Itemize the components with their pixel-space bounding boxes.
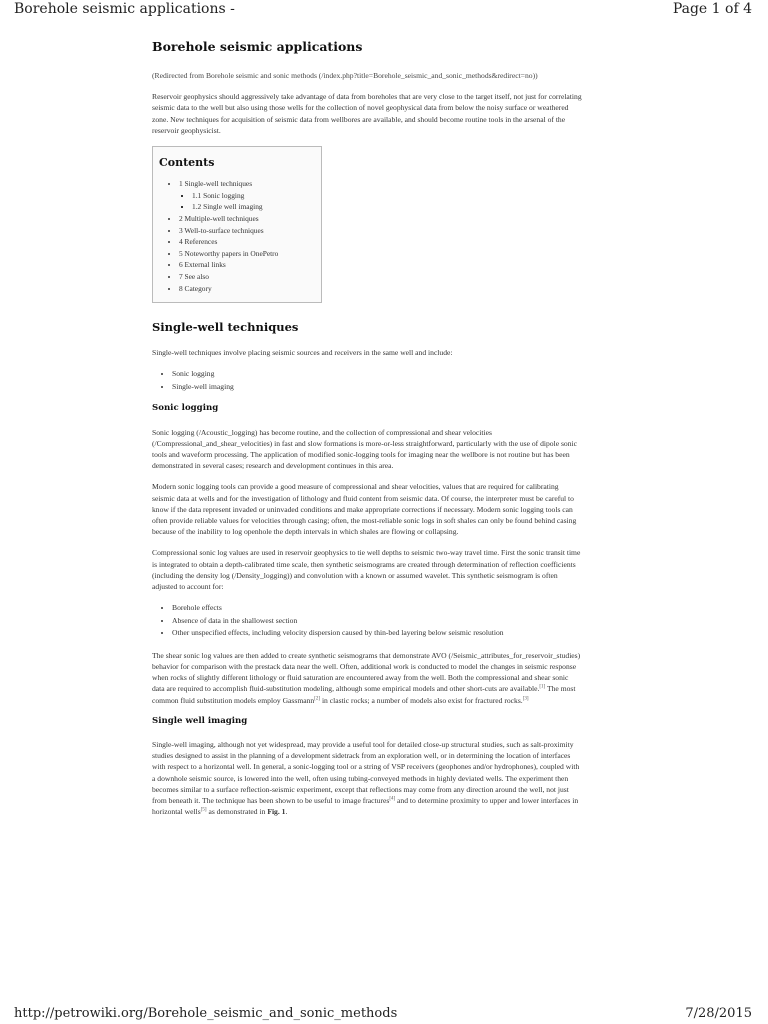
table-of-contents bbox=[152, 146, 322, 303]
section-heading-single-well: Single-well techniques bbox=[152, 320, 299, 335]
print-page-number: Page 1 of 4 bbox=[672, 1, 752, 17]
toc-item-external-links[interactable]: • 6 External links bbox=[179, 259, 313, 271]
reference-link[interactable]: [5] bbox=[200, 807, 207, 813]
single-well-list bbox=[152, 368, 582, 393]
print-header-title: Borehole seismic applications - bbox=[14, 1, 235, 17]
list-item: • Single-well imaging bbox=[172, 381, 582, 394]
toc-item-multiple-well[interactable]: • 2 Multiple-well techniques bbox=[179, 213, 313, 225]
toc-item-category[interactable]: • 8 Category bbox=[179, 283, 313, 295]
toc-item-single-well[interactable]: • 1 Single-well techniques ▪ 1.1 Sonic logging ▪ 1.2 Single well imaging bbox=[179, 178, 313, 213]
toc-item-noteworthy-papers[interactable]: • 5 Noteworthy papers in OnePetro bbox=[179, 248, 313, 260]
print-footer-url: http://petrowiki.org/Borehole_seismic_and_sonic_methods bbox=[14, 1006, 398, 1021]
sonic-paragraph-3: Compressional sonic log values are used in reservoir geophysics to tie well depths to seismic two-way travel time. First the sonic transit time is integrated to obtain a depth-calibrated time scale, then synthetic seismograms are created through determination of reflection coefficients (including the density log (/Density_logging)) and convolution with a known or assumed wavelet. This synthetic seismogram is often adjusted to account for: bbox=[152, 548, 581, 591]
imaging-paragraph: Single-well imaging, although not yet widespread, may provide a useful tool for detailed close-up structural studies, such as salt-proximity studies designed to assist in the planning of a development sidetrack from an exploration well, or in determining the location of interfaces with respect to a horizontal well. In general, a sonic-logging tool or a string of VSP receivers (geophones and/or hydrophones), coupled with a downhole seismic source, is lowered into the well, often using tubing-conveyed methods in highly deviated wells. The experiment then becomes similar to a surface reflection-seismic experiment, except that reflections may come from any direction around the well, not just from beneath it. The technique has been shown to be useful to image fractures[4] and to determine proximity to upper and lower interfaces in horizontal wells[5] as demonstrated in Fig. 1. bbox=[152, 739, 580, 817]
list-item: • Absence of data in the shallowest section bbox=[172, 615, 582, 628]
list-item: • Other unspecified effects, including velocity dispersion caused by thin-bed layering below seismic resolution bbox=[172, 627, 582, 640]
toc-item-references[interactable]: • 4 References bbox=[179, 236, 313, 248]
figure-reference[interactable]: Fig. 1 bbox=[267, 807, 286, 817]
sonic-paragraph-1: Sonic logging (/Acoustic_logging) has become routine, and the collection of compressional and shear velocities (/Compressional_and_shear_velocities) in fast and slow formations is more-or-less straightforward, particularly with the use of dipole sonic tools and waveform processing. The application of modified sonic-logging tools for imaging near the wellbore is not routine but has been demonstrated in several cases; research and development continues in this area. bbox=[152, 427, 577, 471]
print-footer-date: 7/28/2015 bbox=[685, 1006, 752, 1021]
toc-title: Contents bbox=[159, 156, 215, 170]
reference-link[interactable]: [2] bbox=[314, 695, 321, 701]
toc-item-see-also[interactable]: • 7 See also bbox=[179, 271, 313, 283]
reference-link[interactable]: [4] bbox=[389, 796, 396, 802]
reference-link[interactable]: [1] bbox=[539, 684, 546, 690]
toc-item-well-to-surface[interactable]: • 3 Well-to-surface techniques bbox=[179, 225, 313, 237]
sonic-paragraph-2: Modern sonic logging tools can provide a good measure of compressional and shear velocities, values that are required for calibrating seismic data at wells and for the investigation of lithology and fluid content from seismic data. Of course, the interpreter must be careful to know if the data represent invaded or uninvaded conditions and make appropriate corrections if necessary. Modern sonic logging tools can often provide reliable values for velocities through casing; often, the most-reliable sonic logs in soft shales can only be found behind casing because of the inability to log openhole the depth intervals in which shales are flowing or collapsing. bbox=[152, 482, 577, 537]
list-item: • Borehole effects bbox=[172, 602, 582, 615]
single-well-intro: Single-well techniques involve placing seismic sources and receivers in the same well and include: bbox=[152, 348, 453, 358]
reference-link[interactable]: [3] bbox=[522, 695, 529, 701]
toc-item-sonic-logging[interactable]: ▪ 1.1 Sonic logging bbox=[192, 190, 313, 202]
print-header bbox=[0, 0, 768, 22]
subsection-heading-single-well-imaging: Single well imaging bbox=[152, 715, 248, 726]
print-footer bbox=[0, 1004, 768, 1024]
redirect-note[interactable]: (Redirected from Borehole seismic and sonic methods (/index.php?title=Borehole_seismic_and_sonic_methods&redirect=no)) bbox=[152, 71, 538, 80]
list-item: • Sonic logging bbox=[172, 368, 582, 381]
sonic-paragraph-4: The shear sonic log values are then added to create synthetic seismograms that demonstrate AVO (/Seismic_attributes_for_reservoir_studies) behavior for comparison with the prestack data near the well. Often, additional work is conducted to model the changes in seismic response when rocks of slightly different lithology or fluid saturation are encountered away from the well. Both the compressional and shear sonic data are required to accomplish fluid-substitution modeling, although some empirical models and other short-cuts are available.[1] The most common fluid substitution models employ Gassmann[2] in clastic rocks; a number of models also exist for fractured rocks.[3] bbox=[152, 650, 581, 705]
sonic-adjustment-list bbox=[152, 602, 582, 640]
toc-item-single-well-imaging[interactable]: ▪ 1.2 Single well imaging bbox=[192, 201, 313, 213]
page-title: Borehole seismic applications bbox=[152, 39, 363, 54]
subsection-heading-sonic-logging: Sonic logging bbox=[152, 403, 219, 414]
article-content bbox=[152, 38, 582, 827]
intro-paragraph: Reservoir geophysics should aggressively take advantage of data from boreholes that are very close to the target itself, not just for correlating seismic data to the well but also using those wells for the collection of novel geophysical data from below the noisy surface or weathered zone. New techniques for acquisition of seismic data from wellbores are available, and should become routine tools in the arsenal of the reservoir geophysicist. bbox=[152, 92, 582, 135]
